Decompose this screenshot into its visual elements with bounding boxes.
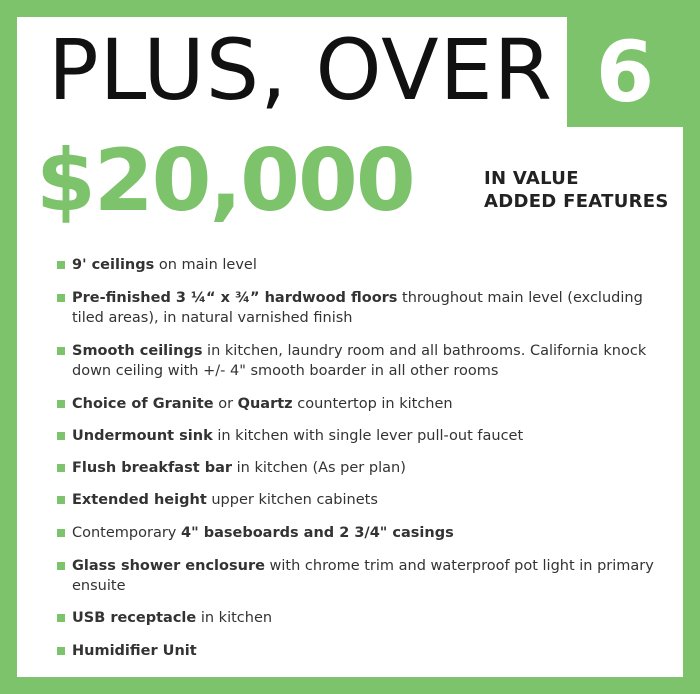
headline: PLUS, OVER bbox=[48, 21, 554, 119]
feature-text: throughout main level (excluding tiled areas), in natural varnished finish bbox=[72, 290, 643, 326]
feature-highlight: USB receptacle bbox=[72, 610, 197, 626]
feature-text: on main level bbox=[154, 257, 257, 273]
badge-number: 6 bbox=[595, 23, 655, 121]
feature-highlight: Undermount sink bbox=[72, 428, 213, 444]
square-bullet-icon bbox=[57, 647, 65, 655]
feature-item bbox=[57, 523, 669, 543]
feature-text: in kitchen with single lever pull-out faucet bbox=[212, 428, 524, 444]
subheading-line-1: IN VALUE bbox=[484, 168, 579, 189]
feature-highlight: Smooth ceilings bbox=[72, 343, 203, 359]
square-bullet-icon bbox=[57, 294, 65, 302]
feature-item bbox=[57, 288, 669, 328]
feature-item bbox=[57, 490, 669, 510]
feature-item bbox=[57, 341, 669, 381]
square-bullet-icon bbox=[57, 400, 65, 408]
square-bullet-icon bbox=[57, 614, 65, 622]
subheading-line-2: ADDED FEATURES bbox=[484, 191, 669, 212]
feature-text: Contemporary bbox=[72, 525, 181, 541]
square-bullet-icon bbox=[57, 529, 65, 537]
feature-text: in kitchen (As per plan) bbox=[232, 460, 406, 476]
feature-list bbox=[57, 255, 669, 661]
feature-text: or bbox=[213, 396, 238, 412]
square-bullet-icon bbox=[57, 347, 65, 355]
value-subheading bbox=[484, 167, 669, 213]
feature-highlight: Extended height bbox=[72, 492, 207, 508]
feature-text: in kitchen bbox=[196, 610, 273, 626]
square-bullet-icon bbox=[57, 464, 65, 472]
feature-text: upper kitchen cabinets bbox=[206, 492, 378, 508]
feature-highlight: 9' ceilings bbox=[72, 257, 155, 273]
feature-item bbox=[57, 394, 669, 414]
square-bullet-icon bbox=[57, 562, 65, 570]
feature-highlight: Choice of Granite bbox=[72, 396, 214, 412]
square-bullet-icon bbox=[57, 432, 65, 440]
feature-item bbox=[57, 641, 669, 661]
feature-highlight: Flush breakfast bar bbox=[72, 460, 233, 476]
feature-highlight: Pre-finished 3 ¼“ x ¾” hardwood floors bbox=[72, 290, 398, 306]
feature-highlight: 4" baseboards and 2 3/4" casings bbox=[181, 525, 454, 541]
feature-text: in kitchen, laundry room and all bathrooms. California knock down ceiling with +/- 4" smooth boarder in all other rooms bbox=[72, 343, 647, 379]
value-amount: $20,000 bbox=[36, 131, 414, 231]
feature-item bbox=[57, 255, 669, 275]
feature-highlight: Quartz bbox=[237, 396, 293, 412]
feature-item bbox=[57, 556, 669, 596]
feature-text: with chrome trim and waterproof pot light in primary ensuite bbox=[72, 558, 654, 594]
feature-highlight: Humidifier Unit bbox=[72, 643, 197, 659]
square-bullet-icon bbox=[57, 496, 65, 504]
square-bullet-icon bbox=[57, 261, 65, 269]
feature-highlight: Glass shower enclosure bbox=[72, 558, 265, 574]
feature-item bbox=[57, 458, 669, 478]
feature-text: countertop in kitchen bbox=[292, 396, 453, 412]
feature-item bbox=[57, 426, 669, 446]
feature-item bbox=[57, 608, 669, 628]
